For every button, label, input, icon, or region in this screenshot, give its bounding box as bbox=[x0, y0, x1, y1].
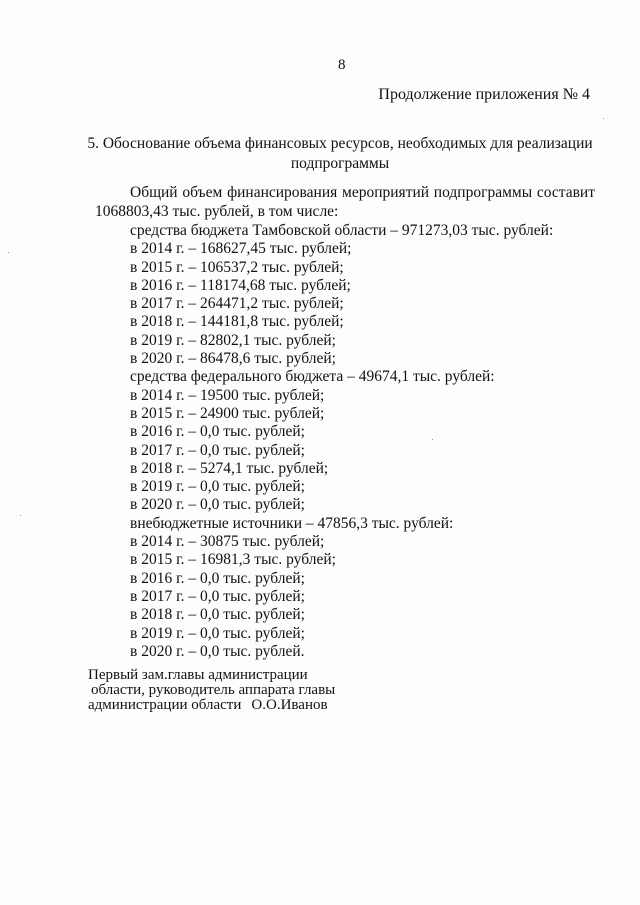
scan-speck bbox=[20, 515, 21, 516]
funding-line: в 2019 г. – 0,0 тыс. рублей; bbox=[130, 624, 305, 642]
scan-speck bbox=[603, 118, 604, 119]
intro-paragraph: Общий объем финансирования мероприятий подпрограммы составит 1068803,43 тыс. рублей, в том числе: bbox=[95, 184, 595, 220]
signatory-name: О.О.Иванов bbox=[251, 697, 328, 713]
appendix-continuation-note: Продолжение приложения № 4 bbox=[378, 86, 590, 103]
funding-line: в 2016 г. – 0,0 тыс. рублей; bbox=[130, 569, 305, 587]
section-title bbox=[80, 134, 600, 174]
funding-line: в 2014 г. – 168627,45 тыс. рублей; bbox=[130, 240, 352, 258]
funding-line: в 2017 г. – 0,0 тыс. рублей; bbox=[130, 587, 305, 605]
funding-line: в 2016 г. – 118174,68 тыс. рублей; bbox=[130, 276, 351, 294]
funding-line: в 2020 г. – 0,0 тыс. рублей; bbox=[130, 496, 305, 514]
funding-line: средства бюджета Тамбовской области – 971273,03 тыс. рублей: bbox=[130, 222, 554, 239]
signature-title-line3-text: администрации области bbox=[88, 697, 242, 713]
page-number: 8 bbox=[338, 57, 346, 73]
section-title-line1: 5. Обоснование объема финансовых ресурсов, необходимых для реализации bbox=[87, 135, 593, 152]
funding-line: в 2017 г. – 0,0 тыс. рублей; bbox=[130, 441, 305, 459]
section-title-line2: подпрограммы bbox=[290, 155, 390, 172]
funding-line: в 2017 г. – 264471,2 тыс. рублей; bbox=[130, 295, 344, 313]
funding-line: средства федерального бюджета – 49674,1 тыс. рублей: bbox=[130, 368, 495, 386]
funding-list bbox=[130, 222, 553, 661]
funding-line: в 2015 г. – 24900 тыс. рублей; bbox=[130, 404, 325, 422]
signature-title-line3 bbox=[88, 698, 335, 713]
signature-title-line2: области, руководитель аппарата главы bbox=[91, 682, 336, 698]
funding-line: в 2019 г. – 82802,1 тыс. рублей; bbox=[130, 331, 336, 349]
funding-line: в 2020 г. – 86478,6 тыс. рублей; bbox=[130, 350, 336, 368]
scan-speck bbox=[432, 439, 433, 440]
funding-line: внебюджетные источники – 47856,3 тыс. рублей: bbox=[130, 514, 454, 532]
funding-line: в 2018 г. – 5274,1 тыс. рублей; bbox=[130, 459, 329, 477]
funding-line: в 2018 г. – 144181,8 тыс. рублей; bbox=[130, 313, 344, 331]
funding-line: в 2015 г. – 106537,2 тыс. рублей; bbox=[130, 258, 344, 276]
scan-speck bbox=[8, 252, 9, 253]
funding-line: в 2016 г. – 0,0 тыс. рублей; bbox=[130, 423, 305, 441]
funding-line: в 2019 г. – 0,0 тыс. рублей; bbox=[130, 478, 305, 496]
funding-line: в 2015 г. – 16981,3 тыс. рублей; bbox=[130, 551, 336, 569]
funding-line: в 2014 г. – 19500 тыс. рублей; bbox=[130, 386, 325, 404]
signature-title-line1: Первый зам.главы администрации bbox=[88, 667, 308, 683]
signature-block bbox=[88, 668, 335, 713]
funding-line: в 2020 г. – 0,0 тыс. рублей. bbox=[130, 642, 305, 660]
funding-line: в 2018 г. – 0,0 тыс. рублей; bbox=[130, 606, 305, 624]
funding-line: в 2014 г. – 30875 тыс. рублей; bbox=[130, 533, 325, 551]
